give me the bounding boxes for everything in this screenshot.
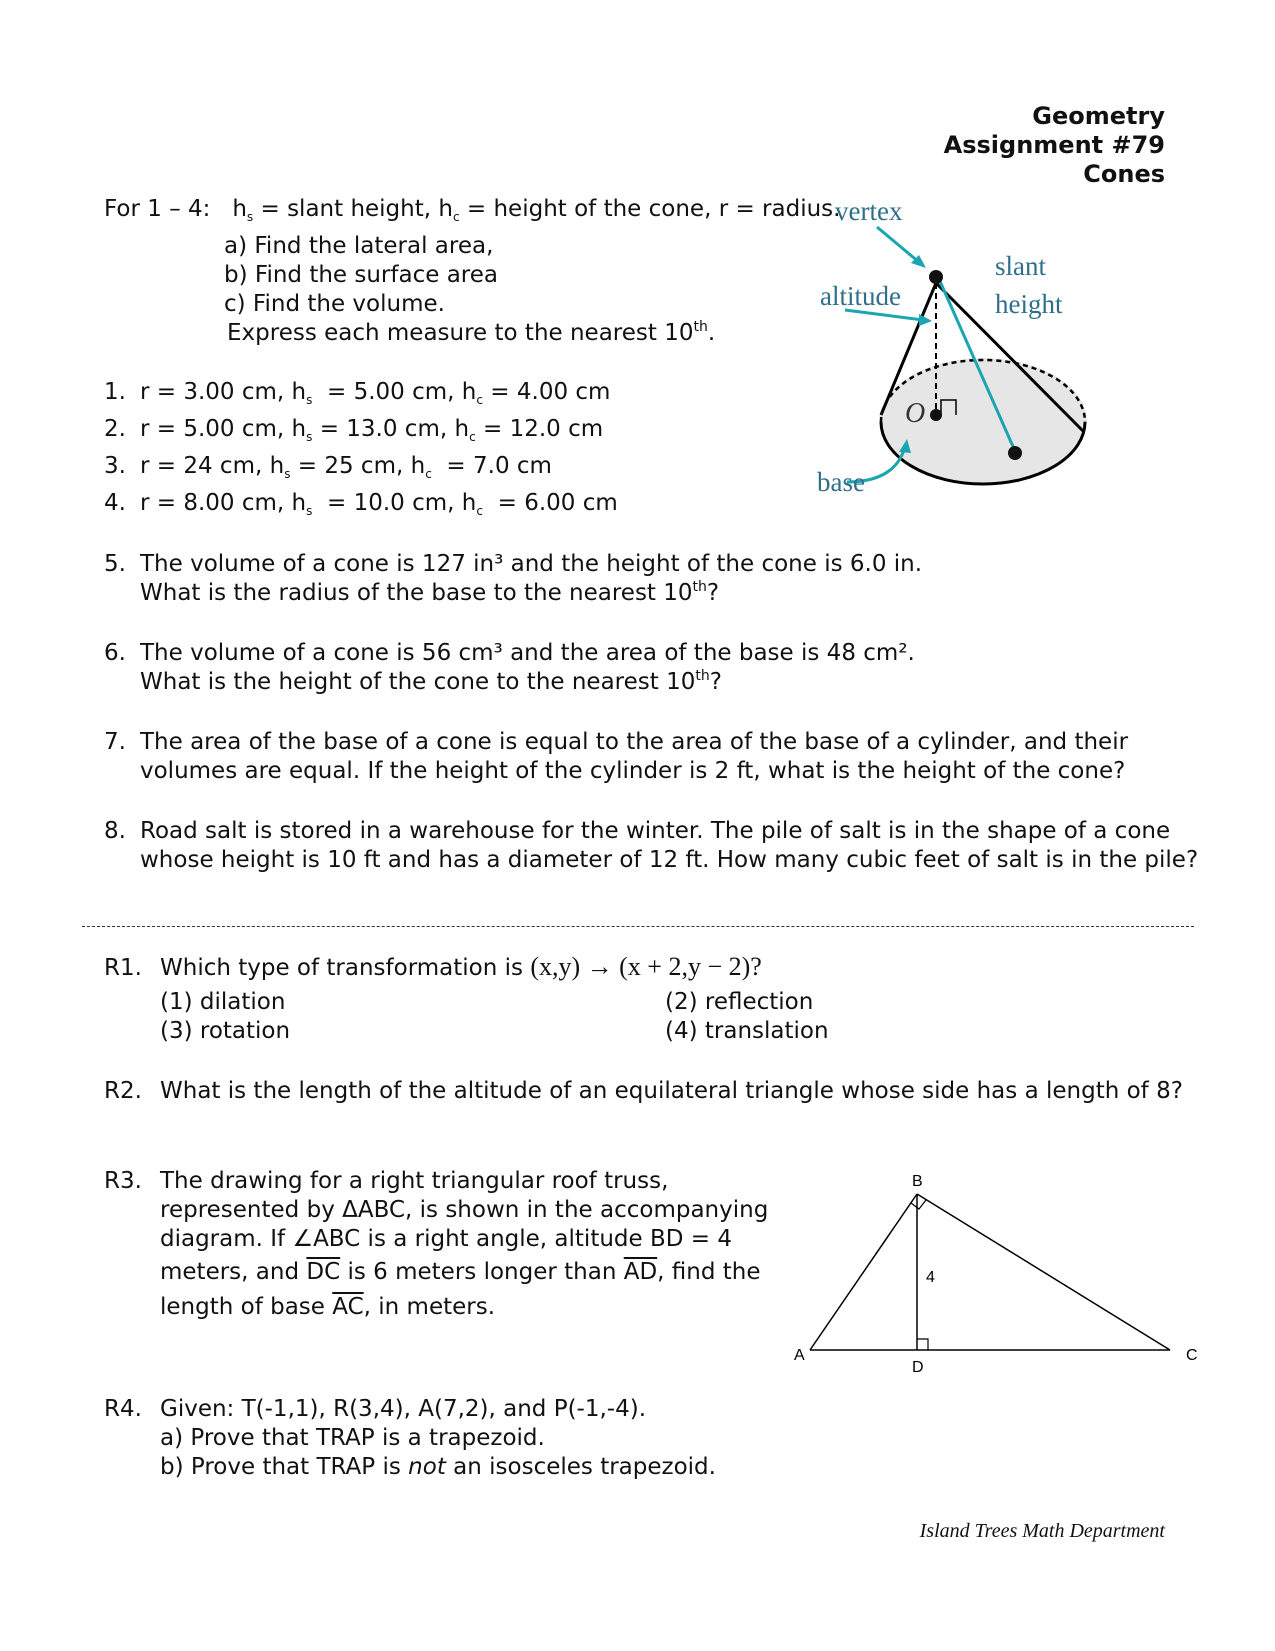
review-4: R4. Given: T(-1,1), R(3,4), A(7,2), and P(-1,-4). bbox=[104, 1396, 646, 1422]
base-label: base bbox=[817, 467, 865, 497]
review-3-line-2: represented by ΔABC, is shown in the accompanying bbox=[160, 1197, 769, 1223]
triangle-diagram bbox=[790, 1160, 1220, 1385]
vertex-point bbox=[929, 270, 943, 284]
altitude-length-label: 4 bbox=[926, 1269, 935, 1286]
review-3-line-4: meters, and $\overline{DC}$ is 6 meters longer than $\overline{AD}$, find the bbox=[160, 1259, 761, 1285]
header-subject: Geometry bbox=[1032, 102, 1165, 130]
review-1: R1. Which type of transformation is (x,y) → (x + 2,y − 2)? bbox=[104, 952, 762, 981]
problem-4: 4. r = 8.00 cm, $h_s = 10.0$ cm, $h_c = 6.00$ cm bbox=[104, 490, 618, 518]
r1-option-4: (4) translation bbox=[665, 1018, 829, 1044]
review-3-line-5: length of base $\overline{AC}$, in meters. bbox=[160, 1294, 496, 1320]
center-label: O bbox=[905, 398, 926, 429]
point-d-label: D bbox=[912, 1359, 924, 1376]
review-3-line-3: diagram. If ∠ABC is a right angle, altitude BD = 4 bbox=[160, 1226, 732, 1252]
problem-5: 5. The volume of a cone is 127 in³ and the height of the cone is 6.0 in. bbox=[104, 551, 923, 577]
problem-8-line-2: whose height is 10 ft and has a diameter of 12 ft. How many cubic feet of salt is in the pile? bbox=[140, 847, 1199, 873]
segment-ad: $\overline{AD}$ bbox=[623, 1259, 658, 1285]
review-4-part-b: b) Prove that TRAP is not an isosceles trapezoid. bbox=[160, 1454, 716, 1480]
transformation-formula: (x,y) → (x + 2,y − 2)? bbox=[530, 952, 762, 981]
review-4-part-a: a) Prove that TRAP is a trapezoid. bbox=[160, 1425, 545, 1451]
altitude-label: altitude bbox=[820, 281, 901, 311]
problem-6: 6. The volume of a cone is 56 cm³ and the area of the base is 48 cm². bbox=[104, 640, 915, 666]
problem-1: 1. r = 3.00 cm, $h_s = 5.00$ cm, $h_c = 4.00$ cm bbox=[104, 379, 611, 407]
intro-definitions: For 1 – 4: $h_s$ = slant height, $h_c$ = height of the cone, r = radius. bbox=[104, 196, 841, 224]
problem-8: 8. Road salt is stored in a warehouse for the winter. The pile of salt is in the shape of a cone bbox=[104, 818, 1171, 844]
intro-part-c: c) Find the volume. bbox=[224, 291, 445, 317]
intro-part-b: b) Find the surface area bbox=[224, 262, 498, 288]
r1-option-3: (3) rotation bbox=[160, 1018, 291, 1044]
side-ab bbox=[810, 1194, 917, 1350]
intro-express: Express each measure to the nearest 10th. bbox=[227, 319, 716, 346]
r1-option-2: (2) reflection bbox=[665, 989, 814, 1015]
problem-6-line-2: What is the height of the cone to the nearest 10th? bbox=[140, 668, 722, 695]
slant-label: slant bbox=[995, 251, 1046, 281]
center-point bbox=[930, 409, 942, 421]
assignment-header bbox=[944, 102, 1165, 189]
base-edge-point bbox=[1008, 446, 1022, 460]
intro-part-a: a) Find the lateral area, bbox=[224, 233, 494, 259]
problem-2: 2. r = 5.00 cm, $h_s = 13.0$ cm, $h_c = 12.0$ cm bbox=[104, 416, 604, 444]
segment-dc: $\overline{DC}$ bbox=[306, 1259, 341, 1285]
department-footer: Island Trees Math Department bbox=[919, 1520, 1165, 1542]
side-bc bbox=[917, 1194, 1170, 1350]
header-topic: Cones bbox=[1083, 160, 1165, 188]
vertex-c-label: C bbox=[1186, 1347, 1198, 1364]
vertex-label: vertex bbox=[835, 196, 903, 226]
review-2: R2. What is the length of the altitude of an equilateral triangle whose side has a length of 8? bbox=[104, 1078, 1183, 1104]
segment-ac: $\overline{AC}$ bbox=[332, 1294, 364, 1320]
cone-diagram bbox=[817, 195, 1125, 530]
header-assignment: Assignment #79 bbox=[943, 131, 1165, 159]
vertex-b-label: B bbox=[912, 1173, 923, 1190]
problem-3: 3. r = 24 cm, $h_s = 25$ cm, $h_c = 7.0$ cm bbox=[104, 453, 552, 481]
height-label: height bbox=[995, 289, 1063, 319]
r1-option-1: (1) dilation bbox=[160, 989, 286, 1015]
vertex-a-label: A bbox=[794, 1347, 805, 1364]
problem-5-line-2: What is the radius of the base to the nearest 10th? bbox=[140, 579, 720, 606]
problem-7: 7. The area of the base of a cone is equal to the area of the base of a cylinder, and their bbox=[104, 729, 1129, 755]
section-divider bbox=[82, 926, 1194, 927]
review-3: R3. The drawing for a right triangular roof truss, bbox=[104, 1168, 669, 1194]
problem-7-line-2: volumes are equal. If the height of the cylinder is 2 ft, what is the height of the cone? bbox=[140, 758, 1126, 784]
